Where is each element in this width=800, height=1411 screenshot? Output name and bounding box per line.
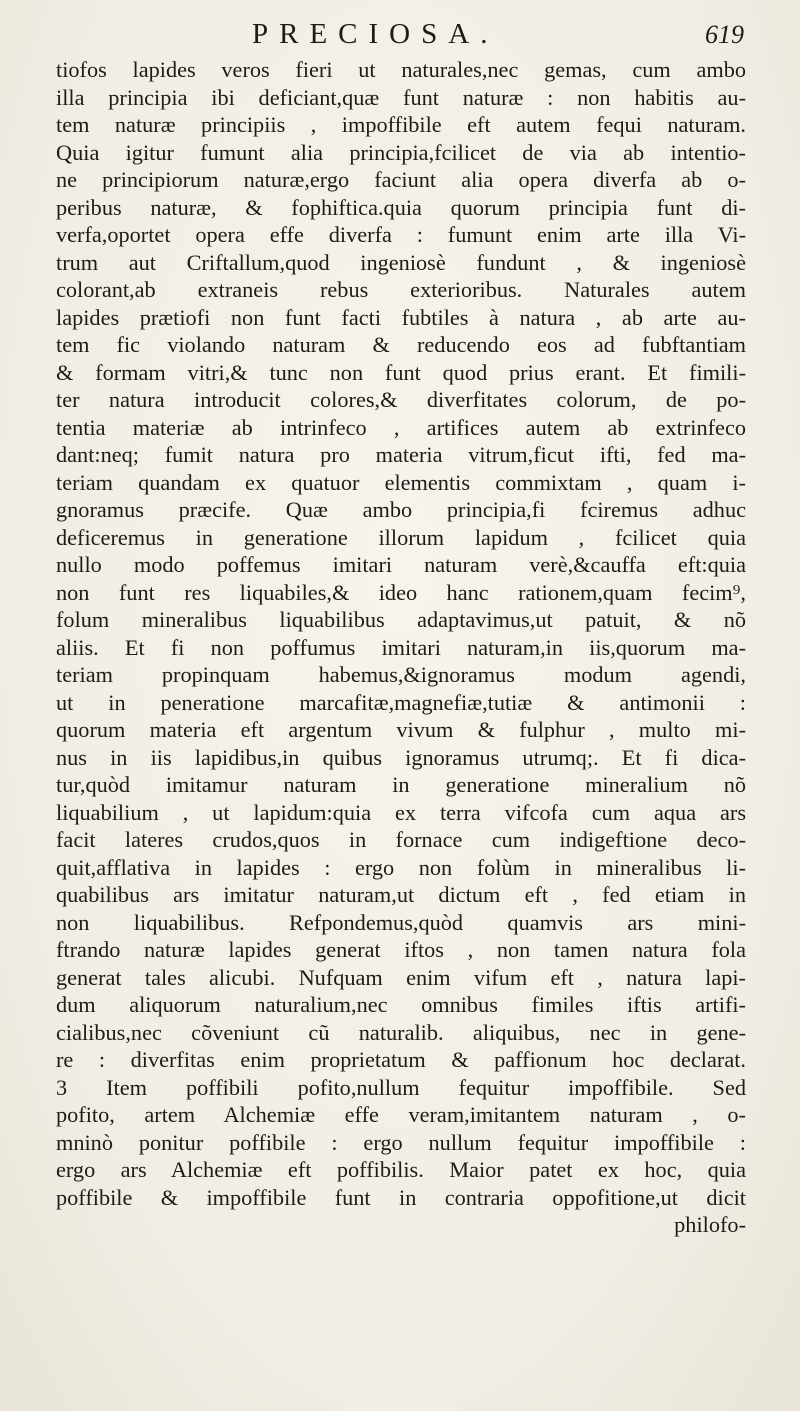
text-line: tentia materiæ ab intrinfeco , artifices autem ab extrinfeco (56, 414, 746, 440)
text-line: cialibus,nec cõveniunt cũ naturalib. aliquibus, nec in gene- (56, 1019, 746, 1045)
text-line: tur,quòd imitamur naturam in generatione mineralium nõ (56, 772, 746, 797)
text-line: mninò ponitur poffibile : ergo nullum fequitur impoffibile : (56, 1129, 746, 1155)
text-line: 3 Item poffibili pofito,nullum fequitur impoffibile. Sed (56, 1074, 746, 1100)
text-line: ftrando naturæ lapides generat iftos , non tamen natura fola (56, 937, 746, 962)
text-line: & formam vitri,& tunc non funt quod prius erant. Et fimili- (56, 359, 746, 385)
text-line: nus in iis lapidibus,in quibus ignoramus utrumq;. Et fi dica- (56, 744, 746, 770)
page-number: 619 (705, 20, 744, 49)
text-line: quorum materia eft argentum vivum & fulphur , multo mi- (56, 717, 746, 742)
text-line: gnoramus præcife. Quæ ambo principia,fi fciremus adhuc (56, 497, 746, 522)
text-line: trum aut Criftallum,quod ingeniosè fundunt , & ingeniosè (56, 249, 746, 275)
text-line: peribus naturæ, & fophiftica.quia quorum principia funt di- (56, 194, 746, 220)
text-line: folum mineralibus liquabilibus adaptavimus,ut patuit, & nõ (56, 607, 746, 632)
text-line: colorant,ab extraneis rebus exterioribus. Naturales autem (56, 277, 746, 302)
text-line: quit,afflativa in lapides : ergo non folùm in mineralibus li- (56, 854, 746, 880)
body-text (56, 56, 746, 1239)
text-line: teriam propinquam habemus,&ignoramus modum agendi, (56, 662, 746, 687)
text-line: ter natura introducit colores,& diverfitates colorum, de po- (56, 387, 746, 412)
text-line: dum aliquorum naturalium,nec omnibus fimiles iftis artifi- (56, 992, 746, 1017)
page-header (52, 14, 752, 60)
text-line: ne principiorum naturæ,ergo faciunt alia opera diverfa ab o- (56, 167, 746, 192)
text-line: lapides prætiofi non funt facti fubtiles à natura , ab arte au- (56, 304, 746, 330)
text-line: illa principia ibi deficiant,quæ funt naturæ : non habitis au- (56, 84, 746, 110)
text-line: Quia igitur fumunt alia principia,fcilicet de via ab intentio- (56, 139, 746, 165)
text-line: philofo- (674, 1212, 746, 1237)
text-line: ergo ars Alchemiæ eft poffibilis. Maior patet ex hoc, quia (56, 1157, 746, 1182)
running-title: PRECIOSA. (252, 18, 499, 50)
text-line: tem fic violando naturam & reducendo eos ad fubftantiam (56, 332, 746, 357)
text-line: re : diverfitas enim proprietatum & paffionum hoc declarat. (56, 1047, 746, 1072)
text-line: teriam quandam ex quatuor elementis commixtam , quam i- (56, 469, 746, 495)
text-line: verfa,oportet opera effe diverfa : fumunt enim arte illa Vi- (56, 222, 746, 247)
text-line: non funt res liquabiles,& ideo hanc rationem,quam fecim⁹, (56, 579, 746, 605)
text-line: liquabilium , ut lapidum:quia ex terra vifcofa cum aqua ars (56, 799, 746, 825)
text-line: tiofos lapides veros fieri ut naturales,nec gemas, cum ambo (56, 57, 746, 82)
text-line: quabilibus ars imitatur naturam,ut dictum eft , fed etiam in (56, 882, 746, 907)
text-line: poffibile & impoffibile funt in contraria oppofitione,ut dicit (56, 1184, 746, 1210)
text-line: deficeremus in generatione illorum lapidum , fcilicet quia (56, 524, 746, 550)
text-line: ut in peneratione marcafitæ,magnefiæ,tutiæ & antimonii : (56, 689, 746, 715)
text-line: pofito, artem Alchemiæ effe veram,imitantem naturam , o- (56, 1102, 746, 1127)
text-line: tem naturæ principiis , impoffibile eft autem fequi naturam. (56, 112, 746, 137)
text-line: generat tales alicubi. Nufquam enim vifum eft , natura lapi- (56, 964, 746, 990)
text-line: aliis. Et fi non poffumus imitari naturam,in iis,quorum ma- (56, 634, 746, 660)
text-line: nullo modo poffemus imitari naturam verè,&cauffa eft:quia (56, 552, 746, 577)
text-line: non liquabilibus. Refpondemus,quòd quamvis ars mini- (56, 909, 746, 935)
text-line: dant:neq; fumit natura pro materia vitrum,ficut ifti, fed ma- (56, 442, 746, 467)
text-line: facit lateres crudos,quos in fornace cum indigeftione deco- (56, 827, 746, 852)
